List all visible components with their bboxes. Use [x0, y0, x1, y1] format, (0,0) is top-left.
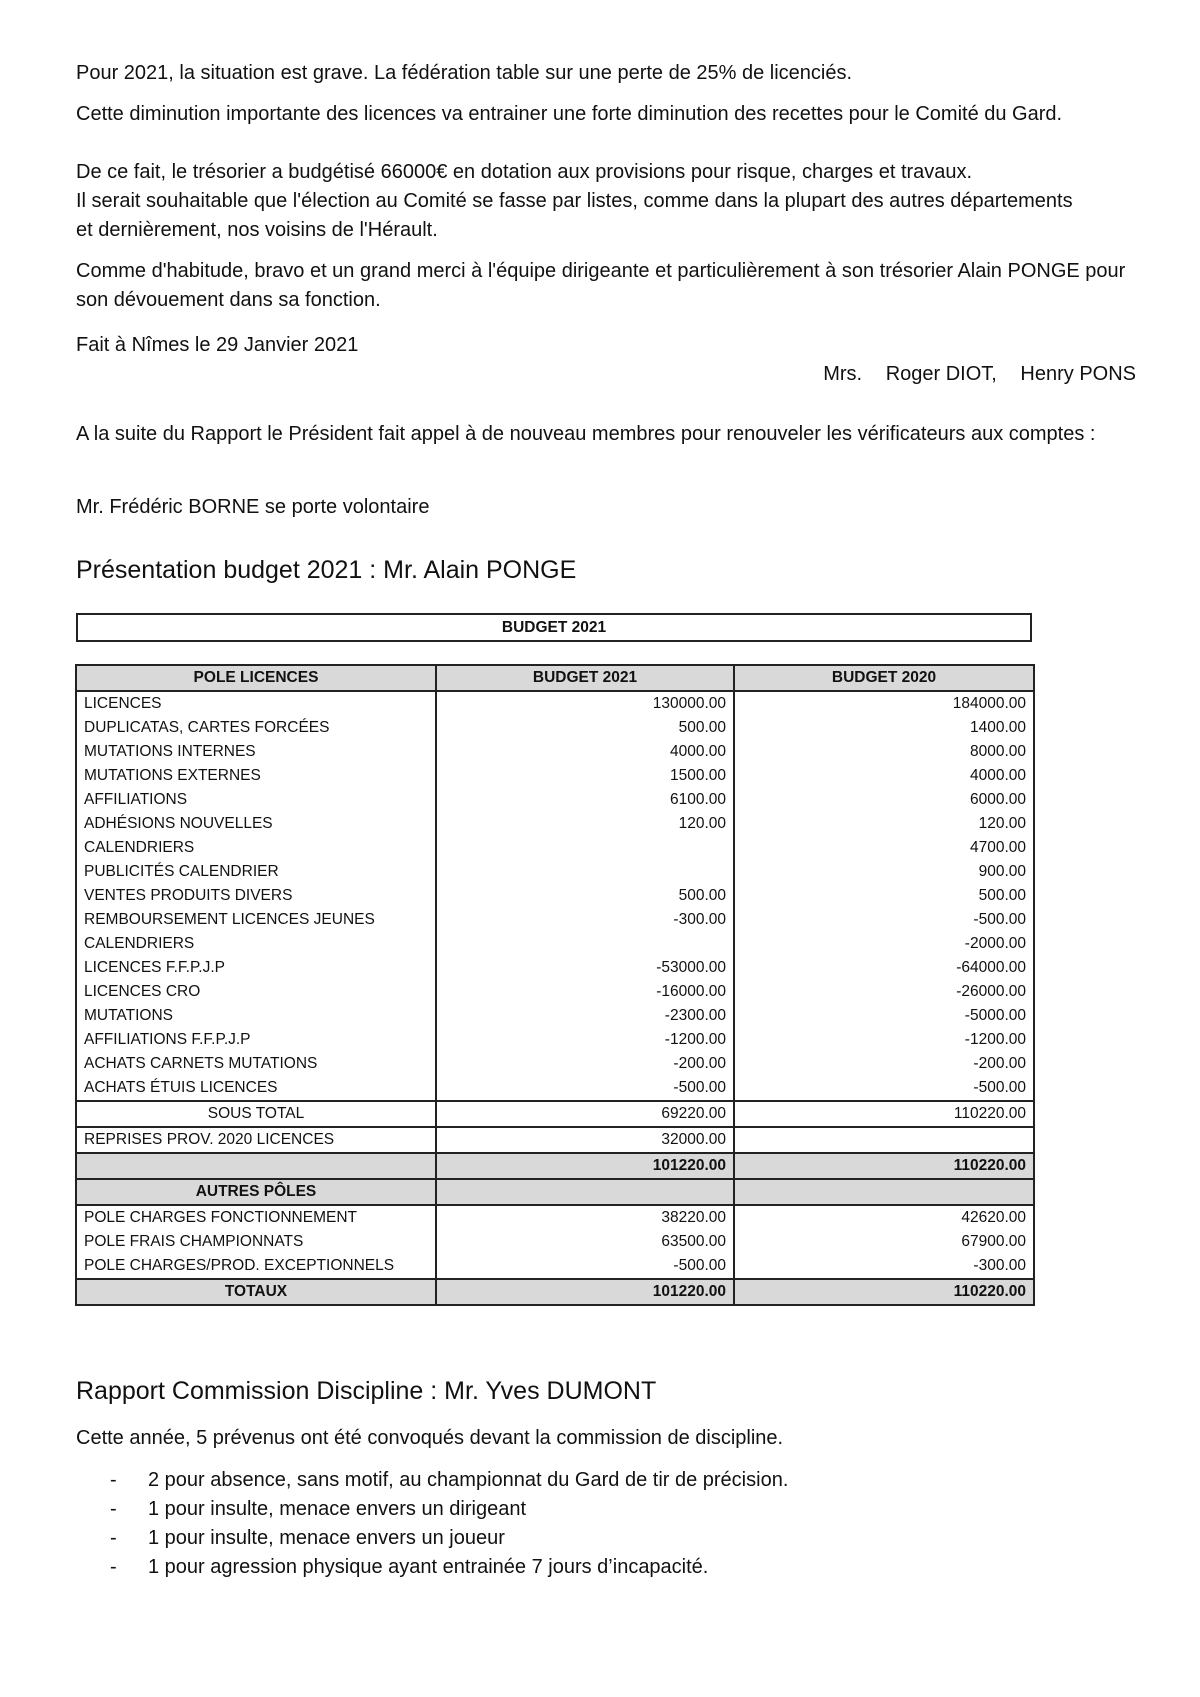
row-label: PUBLICITÉS CALENDRIER [76, 860, 436, 884]
signature-line [76, 360, 1136, 389]
cell-budget-2020: -26000.00 [734, 980, 1034, 1004]
table-row [76, 691, 1034, 716]
cell-budget-2021: -500.00 [436, 1254, 734, 1279]
cell-budget-2020: 900.00 [734, 860, 1034, 884]
row-label: ADHÉSIONS NOUVELLES [76, 812, 436, 836]
cell-budget-2021: 1500.00 [436, 764, 734, 788]
table-row [76, 1205, 1034, 1230]
cell-budget-2020: -500.00 [734, 1076, 1034, 1101]
table-row [76, 1028, 1034, 1052]
budget-table-title: BUDGET 2021 [76, 613, 1032, 642]
cell-budget-2020: 184000.00 [734, 691, 1034, 716]
table-row [76, 908, 1034, 932]
cell-budget-2021 [436, 860, 734, 884]
cell-budget-2020: 67900.00 [734, 1230, 1034, 1254]
cell-budget-2020: -64000.00 [734, 956, 1034, 980]
cell-budget-2021: 32000.00 [436, 1127, 734, 1153]
bullet-dash: - [110, 1469, 117, 1491]
cell-budget-2021 [436, 836, 734, 860]
column-header-budget-2020: BUDGET 2020 [734, 665, 1034, 691]
cell-budget-2020: 42620.00 [734, 1205, 1034, 1230]
cell-budget-2021: -53000.00 [436, 956, 734, 980]
cell-budget-2021 [436, 932, 734, 956]
cell-budget-2021: -1200.00 [436, 1028, 734, 1052]
cell-budget-2020: -5000.00 [734, 1004, 1034, 1028]
row-label: LICENCES [76, 691, 436, 716]
list-item-text: 1 pour insulte, menace envers un joueur [148, 1527, 505, 1549]
cell-budget-2020: -500.00 [734, 908, 1034, 932]
row-label: ACHATS ÉTUIS LICENCES [76, 1076, 436, 1101]
table-row [76, 764, 1034, 788]
totaux-row [76, 1279, 1034, 1305]
cell-budget-2021: 63500.00 [436, 1230, 734, 1254]
row-label: REPRISES PROV. 2020 LICENCES [76, 1127, 436, 1153]
cell-budget-2021: -2300.00 [436, 1004, 734, 1028]
table-row [76, 788, 1034, 812]
cell-budget-2021 [436, 1179, 734, 1205]
paragraph-situation: Pour 2021, la situation est grave. La fédération table sur une perte de 25% de licenciés. [76, 62, 853, 84]
table-row [76, 1254, 1034, 1279]
row-label: TOTAUX [76, 1279, 436, 1305]
cell-budget-2021: 101220.00 [436, 1279, 734, 1305]
list-item [76, 1553, 1136, 1582]
paragraph-volontaire: Mr. Frédéric BORNE se porte volontaire [76, 496, 430, 518]
row-label: MUTATIONS INTERNES [76, 740, 436, 764]
paragraph-diminution: Cette diminution importante des licences va entrainer une forte diminution des recettes pour le Comité du Gard. [76, 103, 1063, 125]
row-label: CALENDRIERS [76, 836, 436, 860]
table-row [76, 980, 1034, 1004]
cell-budget-2021: -200.00 [436, 1052, 734, 1076]
table-row [76, 1076, 1034, 1101]
bullet-dash: - [110, 1498, 117, 1520]
cell-budget-2020: 500.00 [734, 884, 1034, 908]
table-row [76, 740, 1034, 764]
table-row [76, 860, 1034, 884]
column-header-budget-2021: BUDGET 2021 [436, 665, 734, 691]
row-label: LICENCES CRO [76, 980, 436, 1004]
cell-budget-2021: 69220.00 [436, 1101, 734, 1127]
table-row [76, 812, 1034, 836]
row-label: AUTRES PÔLES [76, 1179, 436, 1205]
cell-budget-2020: 4700.00 [734, 836, 1034, 860]
paragraph-verificateurs: A la suite du Rapport le Président fait appel à de nouveau membres pour renouveler les vérificateurs aux comptes : [76, 423, 1096, 445]
paragraph-tresorier: De ce fait, le trésorier a budgétisé 66000€ en dotation aux provisions pour risque, charges et travaux. [76, 161, 973, 183]
subtotal-row [76, 1101, 1034, 1127]
cell-budget-2020: -2000.00 [734, 932, 1034, 956]
paragraph-date: Fait à Nîmes le 29 Janvier 2021 [76, 334, 359, 356]
row-label: VENTES PRODUITS DIVERS [76, 884, 436, 908]
row-label: LICENCES F.F.P.J.P [76, 956, 436, 980]
row-label: REMBOURSEMENT LICENCES JEUNES [76, 908, 436, 932]
table-row [76, 932, 1034, 956]
row-label: MUTATIONS [76, 1004, 436, 1028]
cell-budget-2021: 6100.00 [436, 788, 734, 812]
row-label: POLE CHARGES/PROD. EXCEPTIONNELS [76, 1254, 436, 1279]
cell-budget-2020 [734, 1127, 1034, 1153]
row-label: POLE FRAIS CHAMPIONNATS [76, 1230, 436, 1254]
row-label: SOUS TOTAL [76, 1101, 436, 1127]
table-row [76, 836, 1034, 860]
table-row [76, 1052, 1034, 1076]
row-label: MUTATIONS EXTERNES [76, 764, 436, 788]
cell-budget-2021: 4000.00 [436, 740, 734, 764]
cell-budget-2021: 500.00 [436, 716, 734, 740]
row-label: POLE CHARGES FONCTIONNEMENT [76, 1205, 436, 1230]
cell-budget-2020: 110220.00 [734, 1101, 1034, 1127]
table-row [76, 716, 1034, 740]
row-label: AFFILIATIONS F.F.P.J.P [76, 1028, 436, 1052]
budget-table [75, 664, 1035, 1306]
cell-budget-2020: -1200.00 [734, 1028, 1034, 1052]
bullet-dash: - [110, 1556, 117, 1578]
list-item [76, 1466, 1136, 1495]
cell-budget-2021: 38220.00 [436, 1205, 734, 1230]
cell-budget-2020: 110220.00 [734, 1279, 1034, 1305]
cell-budget-2020: 1400.00 [734, 716, 1034, 740]
cell-budget-2021: 120.00 [436, 812, 734, 836]
row-label: AFFILIATIONS [76, 788, 436, 812]
row-label [76, 1153, 436, 1179]
cell-budget-2020: 120.00 [734, 812, 1034, 836]
autres-poles-header-row [76, 1179, 1034, 1205]
budget-header-row [76, 665, 1034, 691]
discipline-list [76, 1466, 1136, 1582]
cell-budget-2021: 500.00 [436, 884, 734, 908]
discipline-heading: Rapport Commission Discipline : Mr. Yves DUMONT [76, 1377, 657, 1405]
cell-budget-2021: 101220.00 [436, 1153, 734, 1179]
cell-budget-2021: 130000.00 [436, 691, 734, 716]
table-row [76, 884, 1034, 908]
row-label: ACHATS CARNETS MUTATIONS [76, 1052, 436, 1076]
list-item-text: 1 pour agression physique ayant entrainée 7 jours d’incapacité. [148, 1556, 709, 1578]
table-row [76, 956, 1034, 980]
list-item-text: 2 pour absence, sans motif, au championnat du Gard de tir de précision. [148, 1469, 789, 1491]
discipline-intro: Cette année, 5 prévenus ont été convoqués devant la commission de discipline. [76, 1427, 784, 1449]
cell-budget-2020: 110220.00 [734, 1153, 1034, 1179]
list-item [76, 1524, 1136, 1553]
cell-budget-2020: -300.00 [734, 1254, 1034, 1279]
cell-budget-2020: -200.00 [734, 1052, 1034, 1076]
cell-budget-2020: 8000.00 [734, 740, 1034, 764]
reprises-row [76, 1127, 1034, 1153]
signature-prefix: Mrs. [823, 363, 863, 385]
signature-name-diot: Roger DIOT, [885, 363, 997, 385]
row-label: DUPLICATAS, CARTES FORCÉES [76, 716, 436, 740]
paragraph-election: Il serait souhaitable que l'élection au Comité se fasse par listes, comme dans la plupart des autres départements et dernièrement, nos voisins de l'Hérault. [76, 190, 1073, 241]
budget-heading: Présentation budget 2021 : Mr. Alain PONGE [76, 556, 577, 584]
paragraph-remerciements: Comme d'habitude, bravo et un grand merci à l'équipe dirigeante et particulièrement à son trésorier Alain PONGE pour son dévouement dans sa fonction. [76, 260, 1126, 311]
cell-budget-2020 [734, 1179, 1034, 1205]
bullet-dash: - [110, 1527, 117, 1549]
signature-name-pons: Henry PONS [1020, 363, 1136, 385]
cell-budget-2020: 4000.00 [734, 764, 1034, 788]
cell-budget-2021: -500.00 [436, 1076, 734, 1101]
column-header-pole: POLE LICENCES [76, 665, 436, 691]
cell-budget-2021: -300.00 [436, 908, 734, 932]
list-item [76, 1495, 1136, 1524]
total-licences-row [76, 1153, 1034, 1179]
cell-budget-2020: 6000.00 [734, 788, 1034, 812]
table-row [76, 1230, 1034, 1254]
list-item-text: 1 pour insulte, menace envers un dirigeant [148, 1498, 527, 1520]
table-row [76, 1004, 1034, 1028]
cell-budget-2021: -16000.00 [436, 980, 734, 1004]
row-label: CALENDRIERS [76, 932, 436, 956]
